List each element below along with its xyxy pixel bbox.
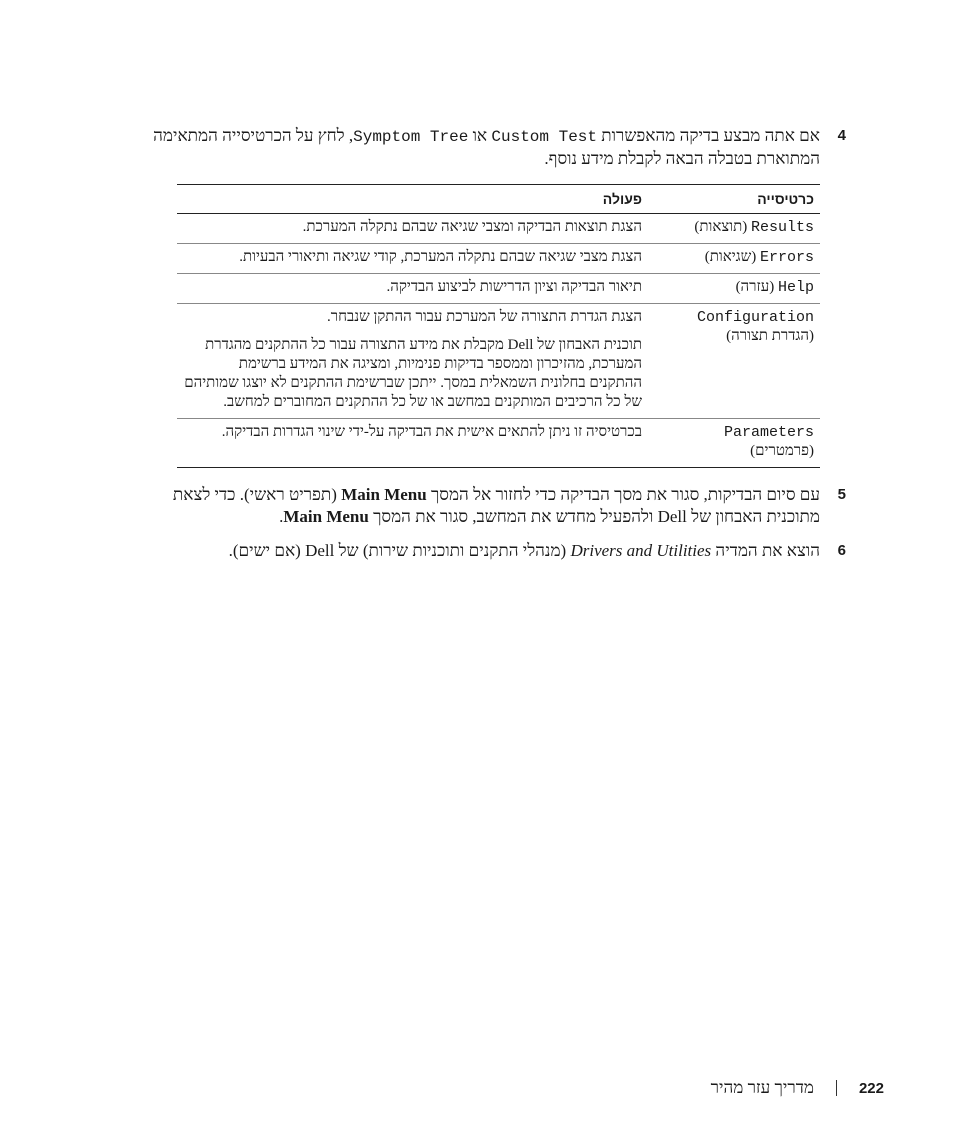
tab-name-cell: Configuration (הגדרת תצורה) [648,304,820,419]
tab-name-cell: Parameters (פרמטרים) [723,424,814,459]
step-number: 6 [837,542,846,559]
footer-divider [836,1080,837,1096]
step-5 [120,484,846,528]
main-menu-ref: Main Menu [283,507,369,526]
table-row [177,274,820,304]
table-row [177,419,820,468]
symptom-tree-option: Symptom Tree [353,128,469,146]
step-number: 5 [837,486,846,503]
step-4 [100,125,846,170]
action-cell: הצגת תוצאות הבדיקה ומצבי שגיאה שבהם נתקלה המערכת. [177,214,648,244]
page-number: 222 [858,1079,884,1097]
tab-name-cell: Errors (שגיאות) [648,244,820,274]
tab-name-cell: Results (תוצאות) [648,214,820,244]
step-6 [120,540,846,562]
action-paragraph: הצגת הגדרת התצורה של המערכת עבור ההתקן שנבחר. [326,309,642,325]
custom-test-option: Custom Test [491,128,598,146]
step-4-line-2: המתוארת בטבלה הבאה לקבלת מידע נוסף. [544,149,820,168]
action-cell: בכרטיסיה זו ניתן להתאים אישית את הבדיקה על-ידי שינוי הגדרות הבדיקה. [221,424,642,440]
tabs-table [177,184,820,468]
table-row [177,244,820,274]
media-name: Drivers and Utilities [570,541,712,560]
table-row [177,214,820,244]
header-tab: כרטיסייה [648,185,820,214]
action-cell [177,304,648,419]
action-cell: הצגת מצבי שגיאה שבהם נתקלה המערכת, קודי שגיאה ותיאורי הבעיות. [177,244,648,274]
main-menu-ref: Main Menu [341,485,427,504]
step-number: 4 [837,127,846,144]
guide-title: מדריך עזר מהיר [710,1078,814,1097]
header-action: פעולה [177,185,648,214]
tab-name-cell: Help (עזרה) [648,274,820,304]
page-footer [711,1078,884,1098]
step-4-line-1: אם אתה מבצע בדיקה מהאפשרות Custom Test או Symptom Tree, לחץ על הכרטיסייה המתאימה [153,126,820,146]
step-5-line-2: מתוכנית האבחון של Dell ולהפעיל מחדש את המחשב, סגור את המסך Main Menu. [279,507,820,526]
action-cell: תיאור הבדיקה וציון הדרישות לביצוע הבדיקה. [177,274,648,304]
step-5-line-1: עם סיום הבדיקות, סגור את מסך הבדיקה כדי לחזור אל המסך Main Menu (תפריט ראשי). כדי לצאת [172,485,820,504]
table-row [177,304,820,419]
table-header-row [177,185,820,214]
step-6-line-1: הוצא את המדיה Drivers and Utilities (מנהלי התקנים ותוכניות שירות) של Dell (אם ישים). [228,541,820,560]
action-paragraph: תוכנית האבחון של Dell מקבלת את מידע התצורה עבור כל ההתקנים מהגדרת המערכת, מהזיכרון וממספר בדיקות פנימיות, ומציגה את המידע ברשימת ההתקנים בחלונית השמאלית במסך. ייתכן שברשימת ההתקנים לא יוצגו שמותיהם של כל הרכיבים המותקנים במחשב או של כל ההתקנים המחוברים למחשב. [184,337,642,410]
